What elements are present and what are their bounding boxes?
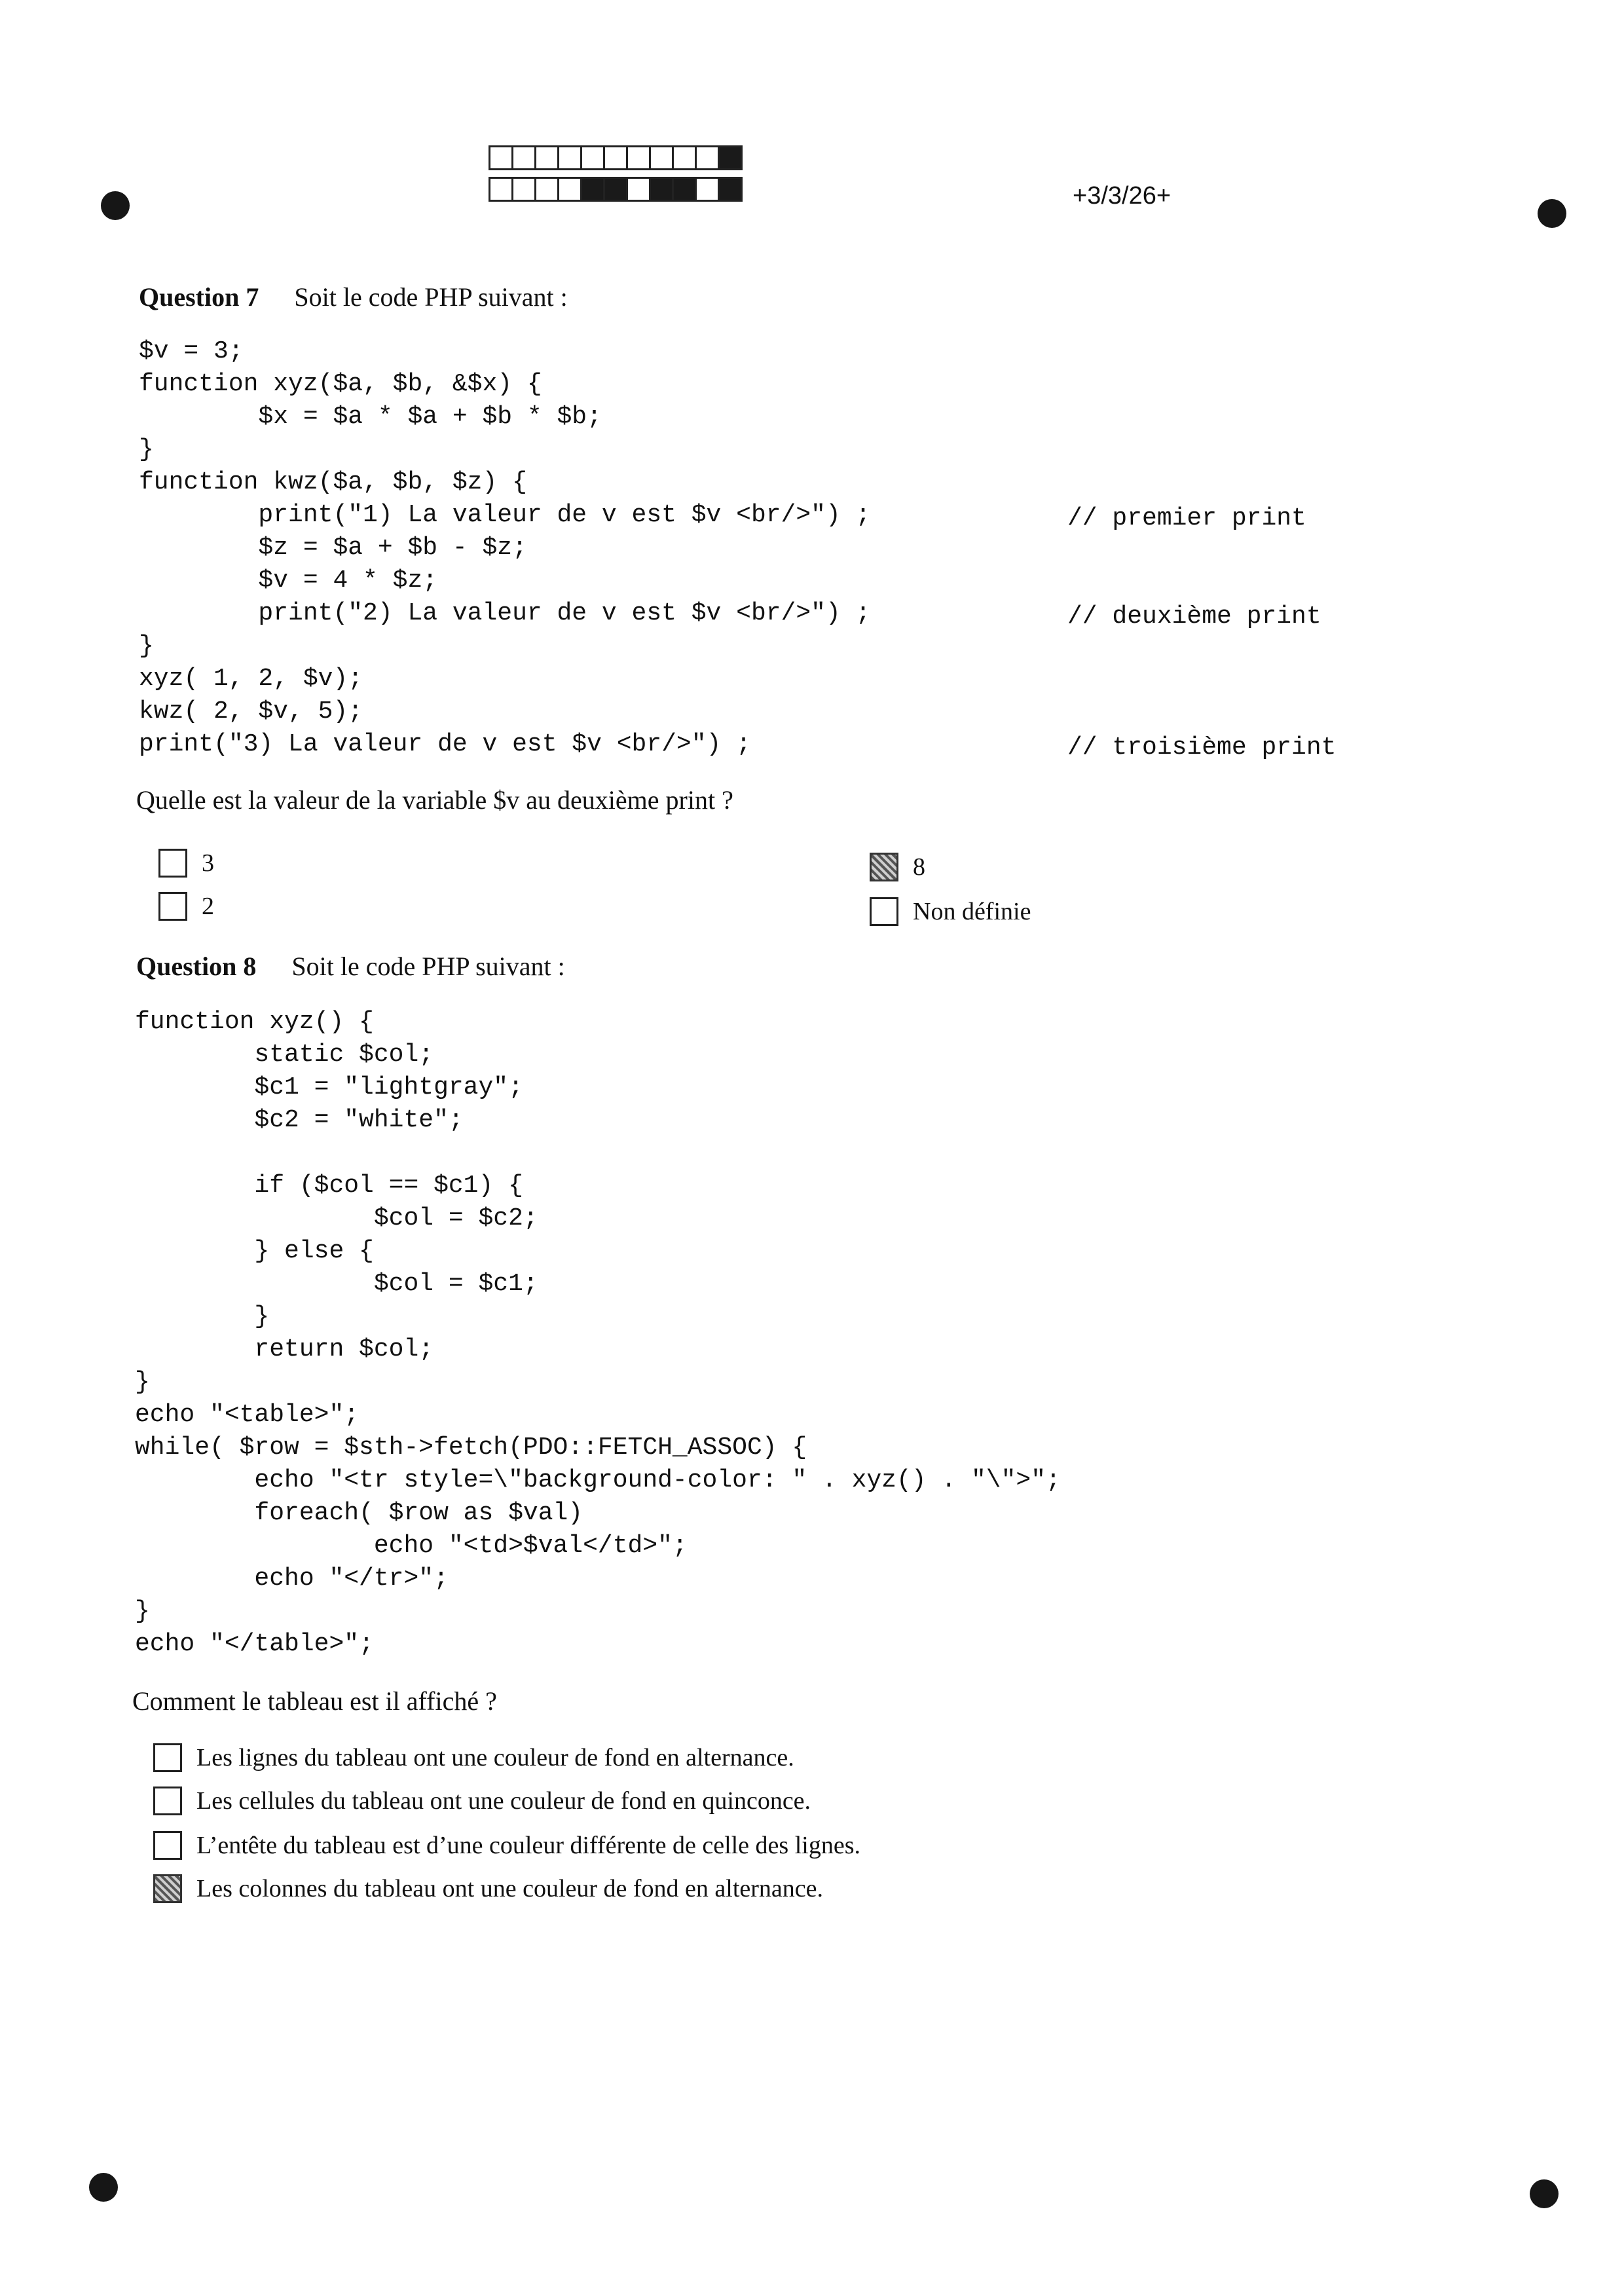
id-cell-empty — [603, 145, 628, 170]
registration-mark-bottom-left — [89, 2173, 118, 2202]
id-cell-empty — [626, 145, 651, 170]
checkbox[interactable] — [870, 897, 898, 926]
id-cell-filled — [603, 177, 628, 202]
registration-mark-bottom-right — [1530, 2179, 1559, 2208]
id-cell-filled — [649, 177, 674, 202]
question-8-option-d[interactable] — [153, 1874, 823, 1903]
checkbox[interactable] — [153, 1787, 182, 1815]
code-comment-1: // premier print — [1067, 504, 1306, 532]
id-cell-empty — [511, 177, 536, 202]
id-cell-empty — [626, 177, 651, 202]
option-label: L’entête du tableau est d’une couleur différente de celle des lignes. — [196, 1832, 860, 1859]
question-8-option-c[interactable] — [153, 1831, 860, 1860]
question-8-label: Question 8 — [136, 952, 257, 981]
registration-mark-top-right — [1538, 199, 1566, 228]
id-cell-empty — [695, 177, 720, 202]
question-7-header — [139, 282, 568, 312]
question-8-intro: Soit le code PHP suivant : — [291, 952, 565, 981]
question-8-header — [136, 951, 565, 982]
question-8-code: function xyz() { static $col; $c1 = "lightgray"; $c2 = "white"; if ($col == $c1) { $col = $c2; } else { $col = $c1; } return $col; } echo "<table>"; while( $row = $sth->fetch(PDO::FETCH_ASSOC) { echo "<tr style=\"background-color: " . xyz() . "\">"; foreach( $row as $val) echo "<td>$val</td>"; echo "</tr>"; } echo "</table>"; — [135, 1008, 1061, 1658]
question-8-option-a[interactable] — [153, 1743, 794, 1772]
code-comment-3: // troisième print — [1067, 733, 1337, 762]
option-label: Les colonnes du tableau ont une couleur de fond en alternance. — [196, 1875, 824, 1902]
id-cell-empty — [534, 177, 559, 202]
option-label: 2 — [202, 893, 214, 920]
option-label: Les cellules du tableau ont une couleur de fond en quinconce. — [196, 1787, 811, 1815]
question-7-code: $v = 3; function xyz($a, $b, &$x) { $x = $a * $a + $b * $b; } function kwz($a, $b, $z) { print("1) La valeur de v est $v <br/>") ; $z = $a + $b - $z; $v = 4 * $z; print("2) La valeur de v est $v <br/>") ; } xyz( 1, 2, $v); kwz( 2, $v, 5); print("3) La valeur de v est $v <br/>") ; — [139, 337, 871, 758]
question-8-prompt: Comment le tableau est il affiché ? — [132, 1686, 497, 1716]
id-cell-empty — [672, 145, 697, 170]
checkbox[interactable] — [158, 849, 187, 878]
question-7-label: Question 7 — [139, 282, 259, 312]
id-cell-empty — [557, 177, 582, 202]
checkbox[interactable] — [153, 1831, 182, 1860]
id-cell-filled — [672, 177, 697, 202]
checkbox-checked[interactable] — [870, 853, 898, 881]
registration-mark-top-left — [101, 191, 130, 220]
checkbox-checked[interactable] — [153, 1874, 182, 1903]
question-7-option-c[interactable] — [870, 853, 925, 881]
question-7-option-a[interactable] — [158, 849, 214, 878]
option-label: Les lignes du tableau ont une couleur de fond en alternance. — [196, 1744, 794, 1771]
id-cell-filled — [718, 145, 743, 170]
id-cell-empty — [695, 145, 720, 170]
id-cell-empty — [489, 177, 513, 202]
id-cell-filled — [580, 177, 605, 202]
question-8-option-b[interactable] — [153, 1787, 811, 1815]
id-cell-empty — [511, 145, 536, 170]
id-cell-filled — [718, 177, 743, 202]
checkbox[interactable] — [153, 1743, 182, 1772]
checkbox[interactable] — [158, 892, 187, 921]
id-cell-empty — [649, 145, 674, 170]
page-reference: +3/3/26+ — [1073, 182, 1172, 210]
id-cell-empty — [557, 145, 582, 170]
id-cell-empty — [534, 145, 559, 170]
option-label: 8 — [913, 853, 925, 881]
option-label: Non définie — [913, 898, 1031, 925]
id-cell-empty — [489, 145, 513, 170]
id-grid-row-1 — [489, 145, 741, 170]
id-cell-empty — [580, 145, 605, 170]
question-7-option-b[interactable] — [158, 892, 214, 921]
question-7-prompt: Quelle est la valeur de la variable $v au deuxième print ? — [136, 785, 733, 815]
code-comment-2: // deuxième print — [1067, 602, 1321, 631]
option-label: 3 — [202, 849, 214, 877]
question-7-option-d[interactable] — [870, 897, 1031, 926]
question-7-intro: Soit le code PHP suivant : — [294, 282, 568, 312]
id-grid-row-2 — [489, 177, 741, 202]
